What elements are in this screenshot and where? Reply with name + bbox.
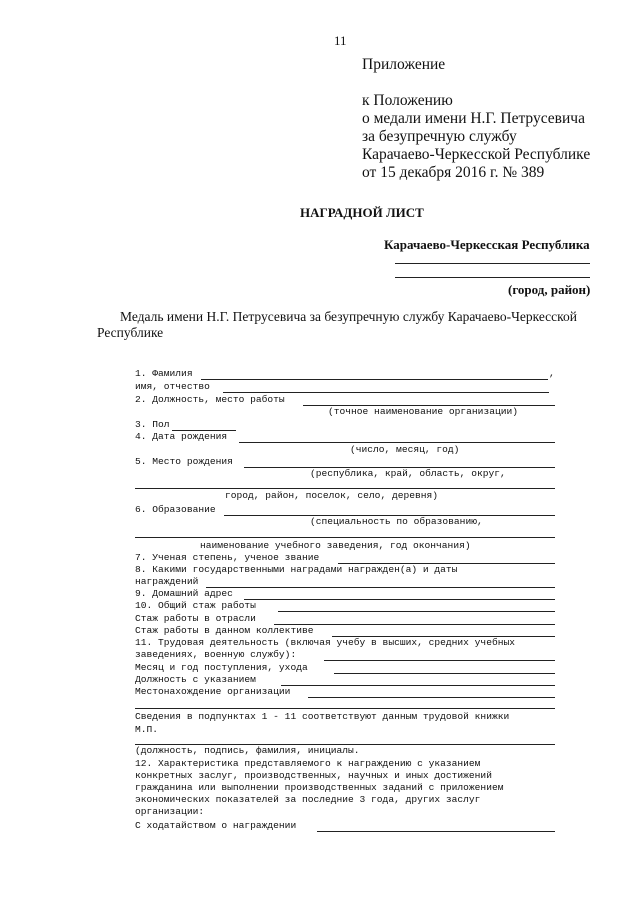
characteristic-line-3: гражданина или выполнении производственных заданий с приложением <box>135 782 504 793</box>
total-exp-field <box>278 611 555 612</box>
surname-comma: , <box>549 368 555 379</box>
address-label: 9. Домашний адрес <box>135 588 233 599</box>
medal-line-2: Республике <box>97 325 164 340</box>
region-line-1 <box>395 263 590 264</box>
document-title: НАГРАДНОЙ ЛИСТ <box>300 205 424 220</box>
appendix-line-1: к Положению <box>362 92 453 109</box>
sign-hint: (должность, подпись, фамилия, инициалы. <box>135 745 360 756</box>
place-hint-2: город, район, поселок, село, деревня) <box>225 490 439 501</box>
birth-place-label: 5. Место рождения <box>135 456 233 467</box>
characteristic-line-2: конкретных заслуг, производственных, научных и иных достижений <box>135 770 492 781</box>
characteristic-line-4: экономических показателей за последние 3 года, других заслуг <box>135 794 481 805</box>
post-label: Должность с указанием <box>135 674 256 685</box>
post-field <box>281 685 555 686</box>
petition-field <box>317 831 555 832</box>
birth-date-label: 4. Дата рождения <box>135 431 228 442</box>
education-label: 6. Образование <box>135 504 216 515</box>
name-label: имя, отчество <box>135 381 210 392</box>
appendix-line-2: о медали имени Н.Г. Петрусевича <box>362 110 585 127</box>
position-label: 2. Должность, место работы <box>135 394 285 405</box>
city-caption: (город, район) <box>508 282 591 297</box>
labor-label-2: заведениях, военную службу): <box>135 649 297 660</box>
team-exp-label: Стаж работы в данном коллективе <box>135 625 314 636</box>
awards-label: 8. Какими государственными наградами награжден(а) и даты <box>135 564 458 575</box>
awards-field <box>206 587 555 588</box>
surname-label: 1. Фамилия <box>135 368 193 379</box>
verify-text: Сведения в подпунктах 1 - 11 соответствуют данным трудовой книжки <box>135 711 510 722</box>
name-field <box>223 392 549 393</box>
awards-label-2: награждений <box>135 576 199 587</box>
medal-line-1: Медаль имени Н.Г. Петрусевича за безупречную службу Карачаево-Черкесской <box>120 309 578 324</box>
industry-exp-field <box>274 624 555 625</box>
appendix-line-4: Карачаево-Черкесской Республике <box>362 146 591 163</box>
region-name: Карачаево-Черкесская Республика <box>384 237 590 252</box>
page-number: 11 <box>334 33 347 48</box>
mp-label: М.П. <box>135 724 159 735</box>
entry-date-field <box>334 673 555 674</box>
location-field-2 <box>135 708 555 709</box>
total-exp-label: 10. Общий стаж работы <box>135 600 256 611</box>
address-field <box>244 599 555 600</box>
appendix-line-3: за безупречную службу <box>362 128 517 145</box>
birth-date-field <box>239 442 555 443</box>
org-hint: (точное наименование организации) <box>328 406 518 417</box>
location-label: Местонахождение организации <box>135 686 291 697</box>
location-field <box>308 697 555 698</box>
degree-label: 7. Ученая степень, ученое звание <box>135 552 320 563</box>
birth-place-field-2 <box>135 488 555 489</box>
region-line-2 <box>395 277 590 278</box>
entry-date-label: Месяц и год поступления, ухода <box>135 662 308 673</box>
edu-hint-2: наименование учебного заведения, год окончания) <box>200 540 471 551</box>
date-hint: (число, месяц, год) <box>350 444 460 455</box>
appendix-line-5: от 15 декабря 2016 г. № 389 <box>362 164 545 181</box>
appendix-title: Приложение <box>362 56 446 73</box>
surname-field <box>201 379 548 380</box>
edu-hint-1: (специальность по образованию, <box>310 516 483 527</box>
labor-field <box>324 660 555 661</box>
characteristic-line-5: организации: <box>135 806 205 817</box>
petition-label: С ходатайством о награждении <box>135 820 297 831</box>
sex-label: 3. Пол <box>135 419 170 430</box>
labor-label-1: 11. Трудовая деятельность (включая учебу в высших, средних учебных <box>135 637 515 648</box>
characteristic-line-1: 12. Характеристика представляемого к награждению с указанием <box>135 758 481 769</box>
industry-exp-label: Стаж работы в отрасли <box>135 613 256 624</box>
place-hint-1: (республика, край, область, округ, <box>310 468 506 479</box>
education-field-2 <box>135 537 555 538</box>
